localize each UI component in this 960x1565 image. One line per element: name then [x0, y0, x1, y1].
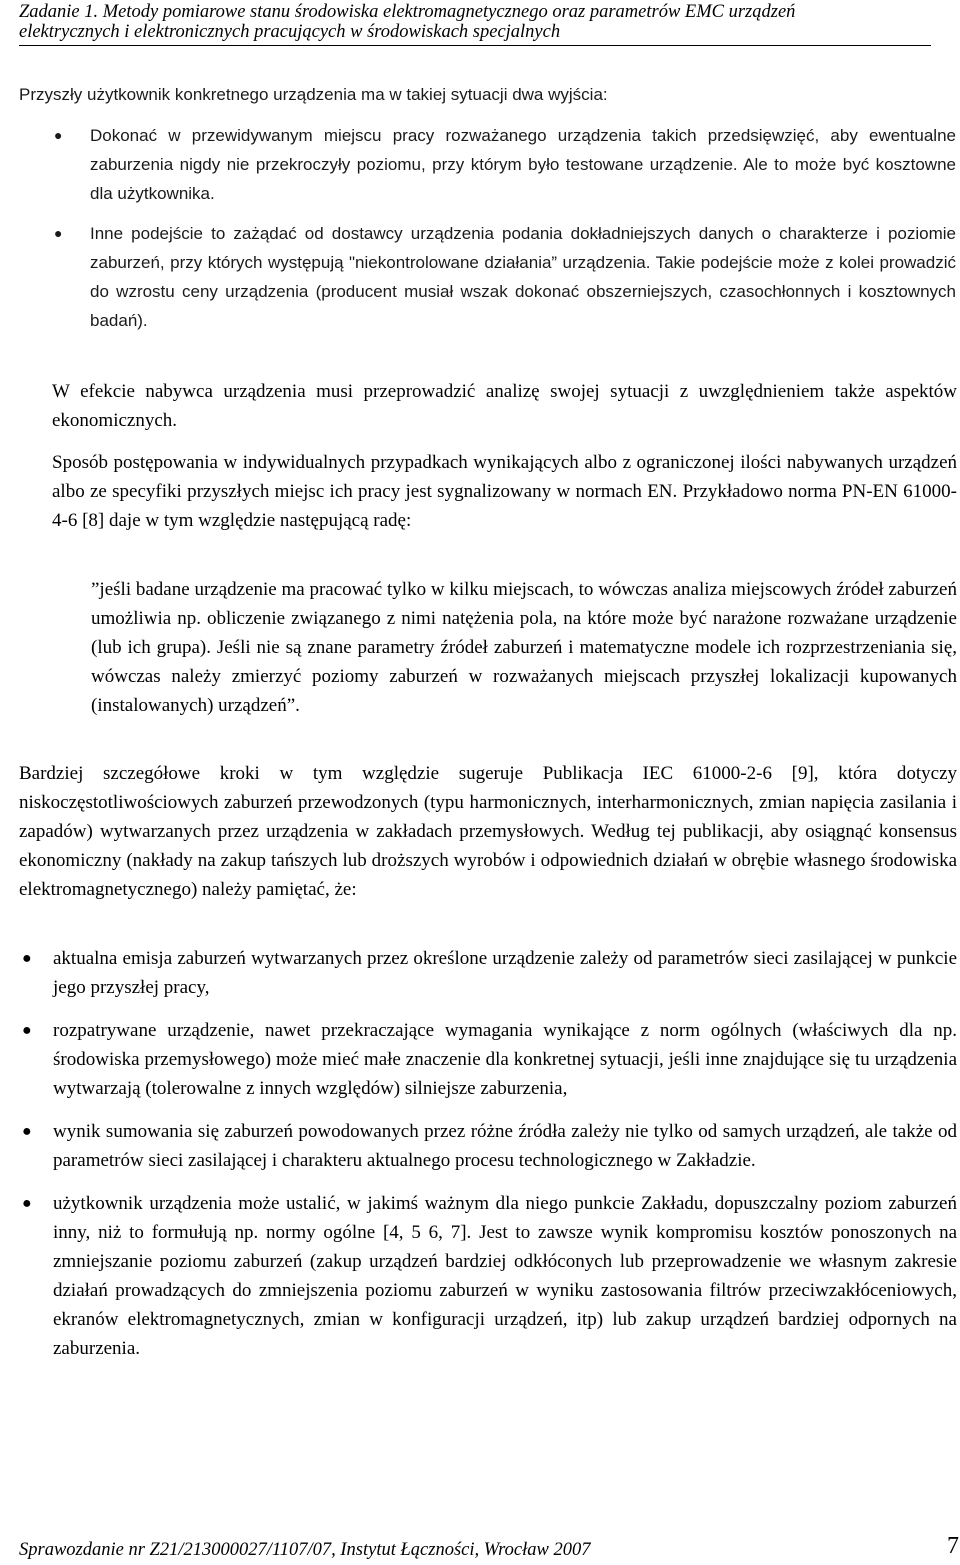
point-text: rozpatrywane urządzenie, nawet przekraczające wymagania wynikające z norm ogólnych (właściwych dla np. środowiska przemysłowego) może mieć małe znaczenie dla konkretnej sytuacji, jeśli inne znajdujące się tu urządzenia wytwarzają (tolerowalne z innych względów) silniejsze zaburzenia, [53, 1020, 957, 1099]
bullet-icon: ● [54, 225, 63, 241]
bullet-icon: ● [22, 950, 32, 967]
bullet-icon: ● [22, 1022, 32, 1039]
point-item [19, 1117, 957, 1175]
point-text: użytkownik urządzenia może ustalić, w jakimś ważnym dla niego punkcie Zakładu, dopuszczalny poziom zaburzeń inny, niż to formułują np. normy ogólne [4, 5 6, 7]. Jest to zawsze wynik kompromisu kosztów ponoszonych na zmniejszanie poziomu zaburzeń (zakup urządzeń bardziej odkłóconych lub przeprowadzenie we własnym zakresie działań prowadzących do zmniejszenia poziomu zaburzeń w wyniku zastosowania filtrów przeciwzakłóceniowych, ekranów elektromagnetycznych, zmian w konfiguracji urządzeń, itp) lub zakup urządzeń bardziej odpornych na zaburzenia. [53, 1193, 957, 1359]
header-title-line-2: elektrycznych i elektronicznych pracujących w środowiskach specjalnych [19, 22, 561, 42]
point-text: wynik sumowania się zaburzeń powodowanych przez różne źródła zależy nie tylko od samych urządzeń, ale także od parametrów sieci zasilającej i charakteru aktualnego procesu technologicznego w Zakładzie. [53, 1121, 957, 1171]
option-item [50, 219, 956, 335]
page-footer [19, 1533, 959, 1563]
norm-quotation: ”jeśli badane urządzenie ma pracować tylko w kilku miejscach, to wówczas analiza miejscowych źródeł zaburzeń umożliwia np. obliczenie związanego z nimi natężenia pola, na które może być narażone rozważane urządzenie (lub ich grupa). Jeśli nie są znane parametry źródeł zaburzeń i matematyczne modele ich rozprzestrzeniania się, wówczas należy zmierzyć poziomy zaburzeń w rozważanych miejscach przyszłej lokalizacji kupowanych (instalowanych) urządzeń”. [91, 579, 957, 716]
report-reference: Sprawozdanie nr Z21/213000027/1107/07, Instytut Łączności, Wrocław 2007 [19, 1540, 591, 1560]
point-item [19, 1189, 957, 1363]
header-title-line-1: Zadanie 1. Metody pomiarowe stanu środowiska elektromagnetycznego oraz parametrów EMC urządzeń [19, 2, 796, 22]
options-list [50, 121, 956, 346]
bullet-icon: ● [22, 1195, 32, 1212]
point-item [19, 944, 957, 1002]
paragraph-iec-publication: Bardziej szczegółowe kroki w tym względzie sugeruje Publikacja IEC 61000-2-6 [9], która dotyczy niskoczęstotliwościowych zaburzeń przewodzonych (typu harmonicznych, interharmonicznych, zmian napięcia zasilania i zapadów) wytwarzanych przez urządzenia w zakładach przemysłowych. Według tej publikacji, aby osiągnąć konsensus ekonomiczny (nakłady na zakup tańszych lub droższych wyrobów i odpowiednich działań w obrębie własnego środowiska elektromagnetycznego) należy pamiętać, że: [19, 763, 957, 900]
points-list [19, 944, 957, 1377]
paragraph-effect: W efekcie nabywca urządzenia musi przeprowadzić analizę swojej sytuacji z uwzględnieniem także aspektów ekonomicznych. [52, 381, 957, 431]
page-number: 7 [947, 1533, 959, 1559]
point-text: aktualna emisja zaburzeń wytwarzanych przez określone urządzenie zależy od parametrów sieci zasilającej w punkcie jego przyszłej pracy, [53, 948, 957, 998]
bullet-icon: ● [22, 1123, 32, 1140]
page-header [19, 2, 931, 46]
option-item [50, 121, 956, 208]
option-text: Dokonać w przewidywanym miejscu pracy rozważanego urządzenia takich przedsięwzięć, aby ewentualne zaburzenia nigdy nie przekroczyły poziomu, przy którym było testowane urządzenie. Ale to może być kosztowne dla użytkownika. [90, 126, 956, 203]
bullet-icon: ● [54, 127, 63, 143]
intro-sentence: Przyszły użytkownik konkretnego urządzenia ma w takiej sytuacji dwa wyjścia: [19, 85, 608, 104]
paragraph-procedure: Sposób postępowania w indywidualnych przypadkach wynikających albo z ograniczonej ilości nabywanych urządzeń albo ze specyfiki przyszłych miejsc ich pracy jest sygnalizowany w normach EN. Przykładowo norma PN-EN 61000-4-6 [8] daje w tym względzie następującą radę: [52, 452, 957, 531]
point-item [19, 1016, 957, 1103]
option-text: Inne podejście to zażądać od dostawcy urządzenia podania dokładniejszych danych o charakterze i poziomie zaburzeń, przy których występują "niekontrolowane działania” urządzenia. Takie podejście może z kolei prowadzić do wzrostu ceny urządzenia (producent musiał wszak dokonać obszerniejszych, czasochłonnych i kosztownych badań). [90, 224, 956, 330]
